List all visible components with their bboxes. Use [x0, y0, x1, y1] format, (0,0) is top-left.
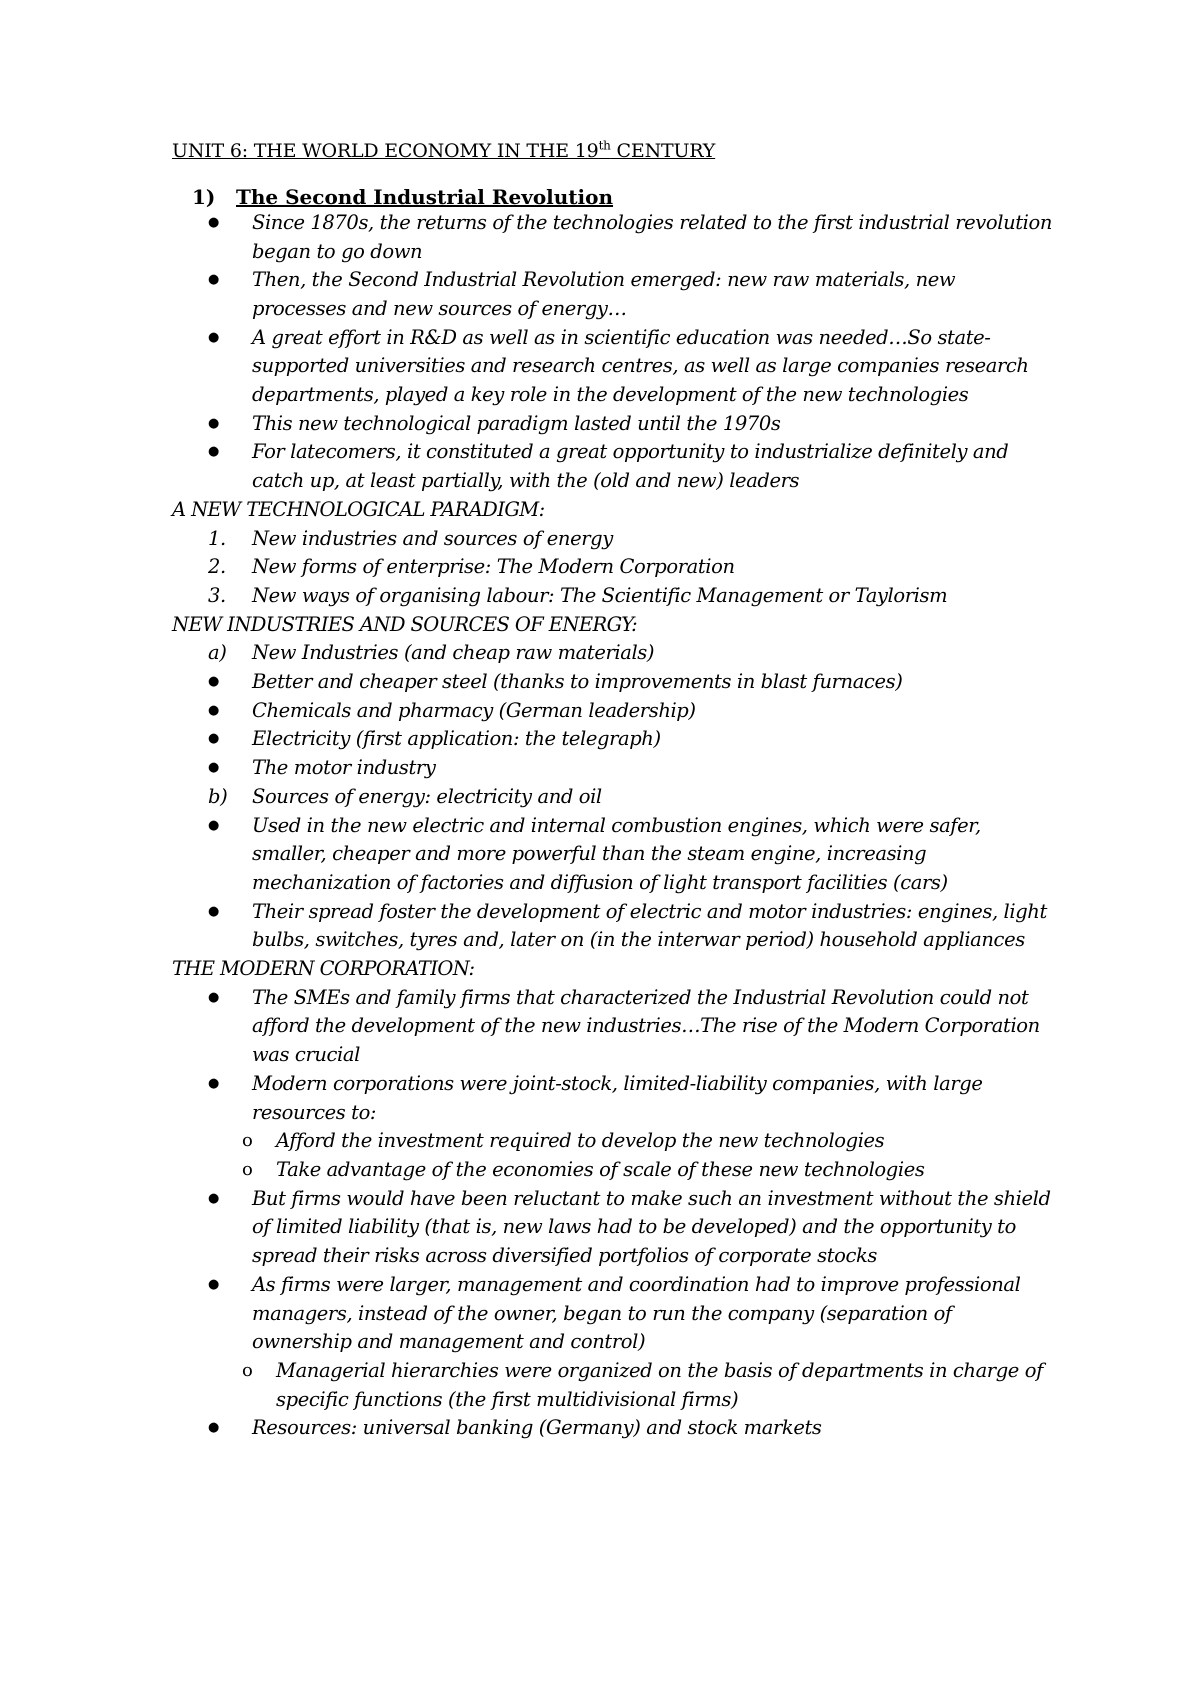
corporation-heading: THE MODERN CORPORATION:: [172, 957, 475, 981]
list-item-text: New Industries (and cheap raw materials): [252, 641, 655, 665]
list-item-text: Chemicals and pharmacy (German leadership): [252, 698, 696, 722]
corporation-list: [172, 984, 1052, 1443]
bullet-icon: ●: [208, 817, 219, 833]
list-item: [172, 668, 1052, 697]
list-item: [172, 324, 1052, 410]
bullet-icon: ●: [208, 329, 219, 345]
list-item-text: Since 1870s, the returns of the technologies related to the first industrial revolution began to go down: [252, 210, 1052, 263]
section-number: 1): [192, 184, 216, 209]
list-number: 3.: [208, 583, 226, 607]
list-item: [172, 984, 1052, 1070]
list-item: [172, 783, 1052, 812]
list-item: [172, 1185, 1052, 1271]
sub-list-item: [172, 1127, 1052, 1156]
document-page: [172, 140, 1052, 1443]
list-item-text: Afford the investment required to develop the new technologies: [276, 1129, 885, 1153]
industries-list: [172, 639, 1052, 955]
list-item-text: New ways of organising labour: The Scientific Management or Taylorism: [252, 583, 948, 607]
list-item-text: Electricity (first application: the telegraph): [252, 727, 661, 751]
list-item-text: Resources: universal banking (Germany) and stock markets: [252, 1416, 822, 1440]
list-item-text: As firms were larger, management and coordination had to improve professional managers, instead of the owner, began to run the company (separation of ownership and management and control): [252, 1272, 1021, 1354]
list-item-text: The SMEs and family firms that characterized the Industrial Revolution could not afford the development of the new industries…The rise of the Modern Corporation was crucial: [252, 985, 1040, 1067]
bullet-icon: ●: [208, 989, 219, 1005]
section-title: The Second Industrial Revolution: [236, 184, 614, 209]
bullet-icon: ●: [208, 214, 219, 230]
list-item-text: This new technological paradigm lasted until the 1970s: [252, 411, 781, 435]
list-item-text: Sources of energy: electricity and oil: [252, 784, 602, 808]
paradigm-numbered-list: [172, 525, 1052, 611]
list-letter: a): [208, 641, 227, 665]
list-item: [172, 1070, 1052, 1127]
list-item: [172, 898, 1052, 955]
list-item: [172, 1271, 1052, 1357]
list-item: [172, 697, 1052, 726]
list-item: [172, 410, 1052, 439]
list-item-text: But firms would have been reluctant to make such an investment without the shield of limited liability (that is, new laws had to be developed) and the opportunity to spread their risks across diversified portfolios of corporate stocks: [252, 1186, 1051, 1268]
bullet-icon: ●: [208, 444, 219, 460]
list-item: [172, 639, 1052, 668]
title-superscript: th: [598, 138, 611, 153]
bullet-icon: ●: [208, 903, 219, 919]
bullet-icon: ●: [208, 1075, 219, 1091]
list-item-text: Managerial hierarchies were organized on the basis of departments in charge of specific functions (the first multidivisional firms): [276, 1358, 1043, 1411]
bullet-icon: ●: [208, 760, 219, 776]
sub-list-item: [172, 1156, 1052, 1185]
sub-list-item: [172, 1357, 1052, 1414]
list-item-text: Better and cheaper steel (thanks to improvements in blast furnaces): [252, 670, 903, 694]
sub-bullet-marker: o: [242, 1159, 253, 1180]
title-main: UNIT 6: THE WORLD ECONOMY IN THE 19: [172, 140, 599, 162]
list-item: [172, 754, 1052, 783]
industries-heading: NEW INDUSTRIES AND SOURCES OF ENERGY:: [172, 612, 638, 636]
list-item-text: Used in the new electric and internal combustion engines, which were safer, smaller, cheaper and more powerful than the steam engine, increasing mechanization of factories and diffusion of light transport facilities (cars): [252, 813, 981, 894]
bullet-icon: ●: [208, 1190, 219, 1206]
list-item: [172, 812, 1052, 898]
list-item-text: The motor industry: [252, 756, 436, 780]
bullet-icon: ●: [208, 272, 219, 288]
list-item: [172, 725, 1052, 754]
list-item: [172, 525, 1052, 554]
list-item-text: Their spread foster the development of electric and motor industries: engines, light bulbs, switches, tyres and, later on (in the interwar period) household appliances: [252, 899, 1047, 952]
list-item-text: New industries and sources of energy: [252, 526, 613, 550]
list-item: [172, 209, 1052, 266]
sub-bullet-marker: o: [242, 1130, 253, 1152]
section1-bullet-list: [172, 209, 1052, 496]
bullet-icon: ●: [208, 1420, 219, 1436]
title-end: CENTURY: [610, 140, 716, 162]
bullet-icon: ●: [208, 731, 219, 747]
list-item: [172, 266, 1052, 323]
list-item: [172, 582, 1052, 611]
document-title: [172, 140, 1052, 163]
list-item-text: New forms of enterprise: The Modern Corporation: [252, 555, 735, 579]
list-item-text: A great effort in R&D as well as in scientific education was needed…So state-supported universities and research centres, as well as large companies research departments, played a key role in the development of the new technologies: [252, 325, 1029, 407]
list-item-text: Take advantage of the economies of scale of these new technologies: [276, 1158, 925, 1181]
bullet-icon: ●: [208, 674, 219, 690]
list-item: [172, 1414, 1052, 1443]
list-item-text: Then, the Second Industrial Revolution emerged: new raw materials, new processes and new sources of energy…: [252, 268, 956, 320]
bullet-icon: ●: [208, 415, 219, 431]
sub-bullet-marker: o: [242, 1359, 253, 1381]
list-item: [172, 438, 1052, 495]
list-number: 2.: [208, 555, 226, 579]
paradigm-heading: A NEW TECHNOLOGICAL PARADIGM:: [172, 497, 545, 521]
section-heading: [172, 185, 1052, 209]
list-item-text: Modern corporations were joint-stock, limited-liability companies, with large resources to:: [252, 1071, 983, 1124]
bullet-icon: ●: [208, 702, 219, 718]
list-letter: b): [208, 784, 228, 808]
list-number: 1.: [208, 526, 226, 550]
bullet-icon: ●: [208, 1276, 219, 1292]
list-item: [172, 553, 1052, 582]
list-item-text: For latecomers, it constituted a great opportunity to industrialize definitely and catch up, at least partially, with the (old and new) leaders: [252, 440, 1009, 493]
